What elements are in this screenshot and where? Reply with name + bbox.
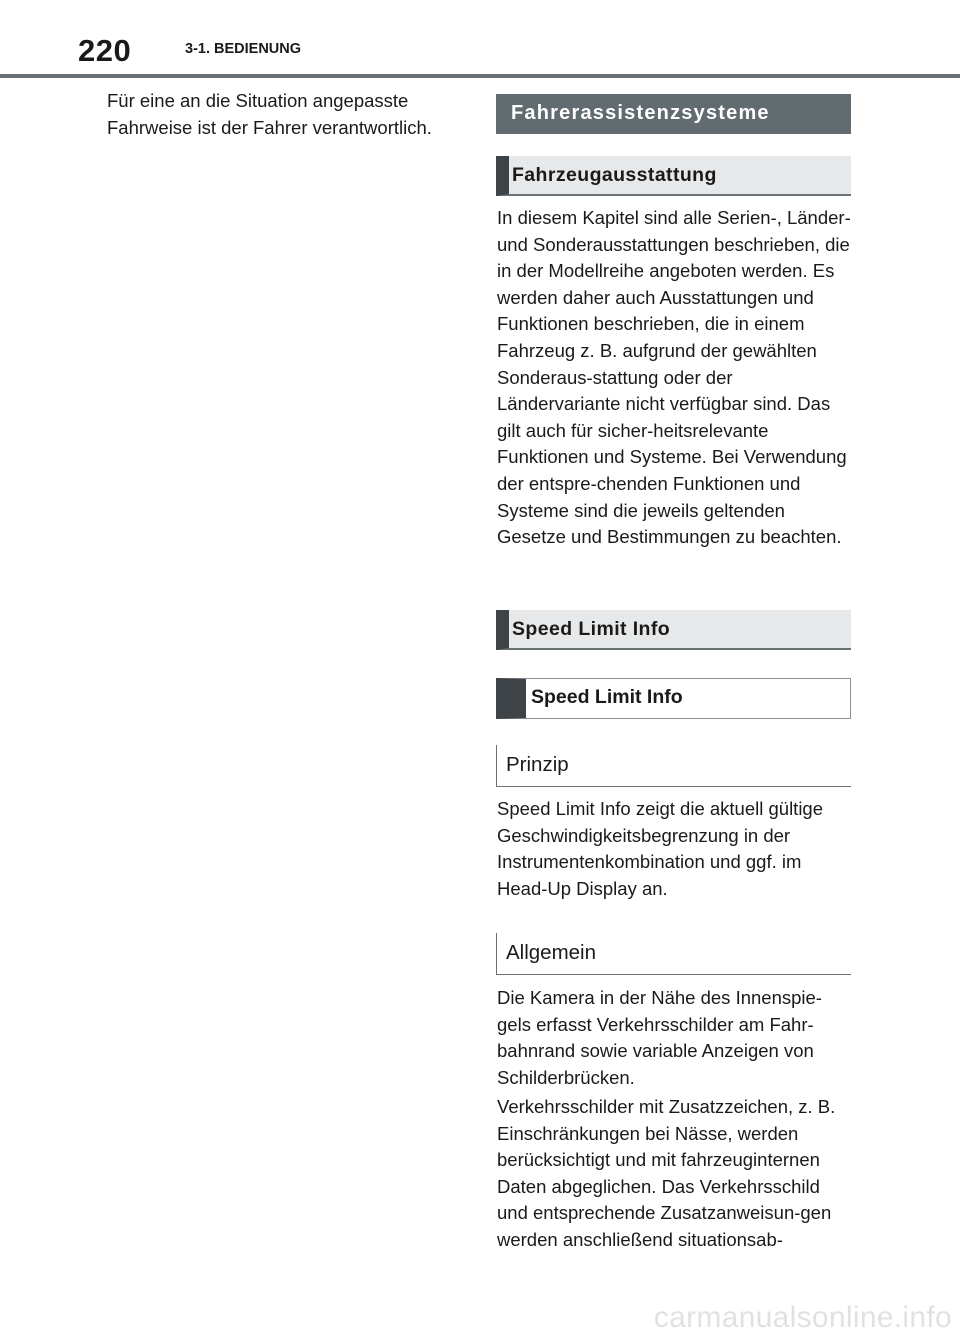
section-heading-label: Fahrerassistenzsysteme [511,102,770,124]
page-number: 220 [78,33,132,68]
heading-allgemein [496,933,851,975]
subsection-label: Speed Limit Info [531,686,683,708]
subheading-label: Fahrzeugausstattung [512,164,717,186]
subheading-label: Speed Limit Info [512,618,671,640]
chapter-title: 3-1. BEDIENUNG [185,41,302,57]
allgemein-paragraph-1: Die Kamera in der Nähe des Innenspie-gels erfasst Verkehrsschilder am Fahr-bahnrand sowie variable Anzeigen von Schilderbrücken. [497,987,822,1088]
watermark: carmanualsonline.info [653,1301,952,1334]
subheading-speed-limit-info [496,610,851,650]
heading-prinzip [496,745,851,787]
subsection-speed-limit-info [496,678,851,719]
heading-allgemein-label: Allgemein [506,941,597,964]
header-divider [0,74,960,78]
section-heading [496,94,851,134]
left-column-text: Für eine an die Situation angepasste Fahrweise ist der Fahrer verantwortlich. [107,90,432,138]
prinzip-paragraph: Speed Limit Info zeigt die aktuell gültige Geschwindigkeitsbegrenzung in der Instrumentenkombination und ggf. im Head-Up Display an. [497,798,824,899]
allgemein-paragraph-2: Verkehrsschilder mit Zusatzzeichen, z. B. Einschränkungen bei Nässe, werden berücksichtigt und mit fahrzeuginternen Daten abgeglichen. Das Verkehrsschild und entsprechende Zusatzanweisun-gen werden anschließend situationsab- [497,1096,836,1250]
heading-prinzip-label: Prinzip [506,753,569,776]
page-header [0,0,960,78]
subheading-fahrzeugausstattung [496,156,851,196]
fahrzeugausstattung-paragraph: In diesem Kapitel sind alle Serien-, Länder- und Sonderausstattungen beschrieben, die in der Modellreihe angeboten werden. Es werden daher auch Ausstattungen und Funktionen beschrieben, die in einem Fahrzeug z. B. aufgrund der gewählten Sonderaus-stattung oder der Ländervariante nicht verfügbar sind. Das gilt auch für sicher-heitsrelevante Funktionen und Systeme. Bei Verwendung der entspre-chenden Funktionen und Systeme sind die jeweils geltenden Gesetze und Bestimmungen zu beachten. [497,207,851,548]
